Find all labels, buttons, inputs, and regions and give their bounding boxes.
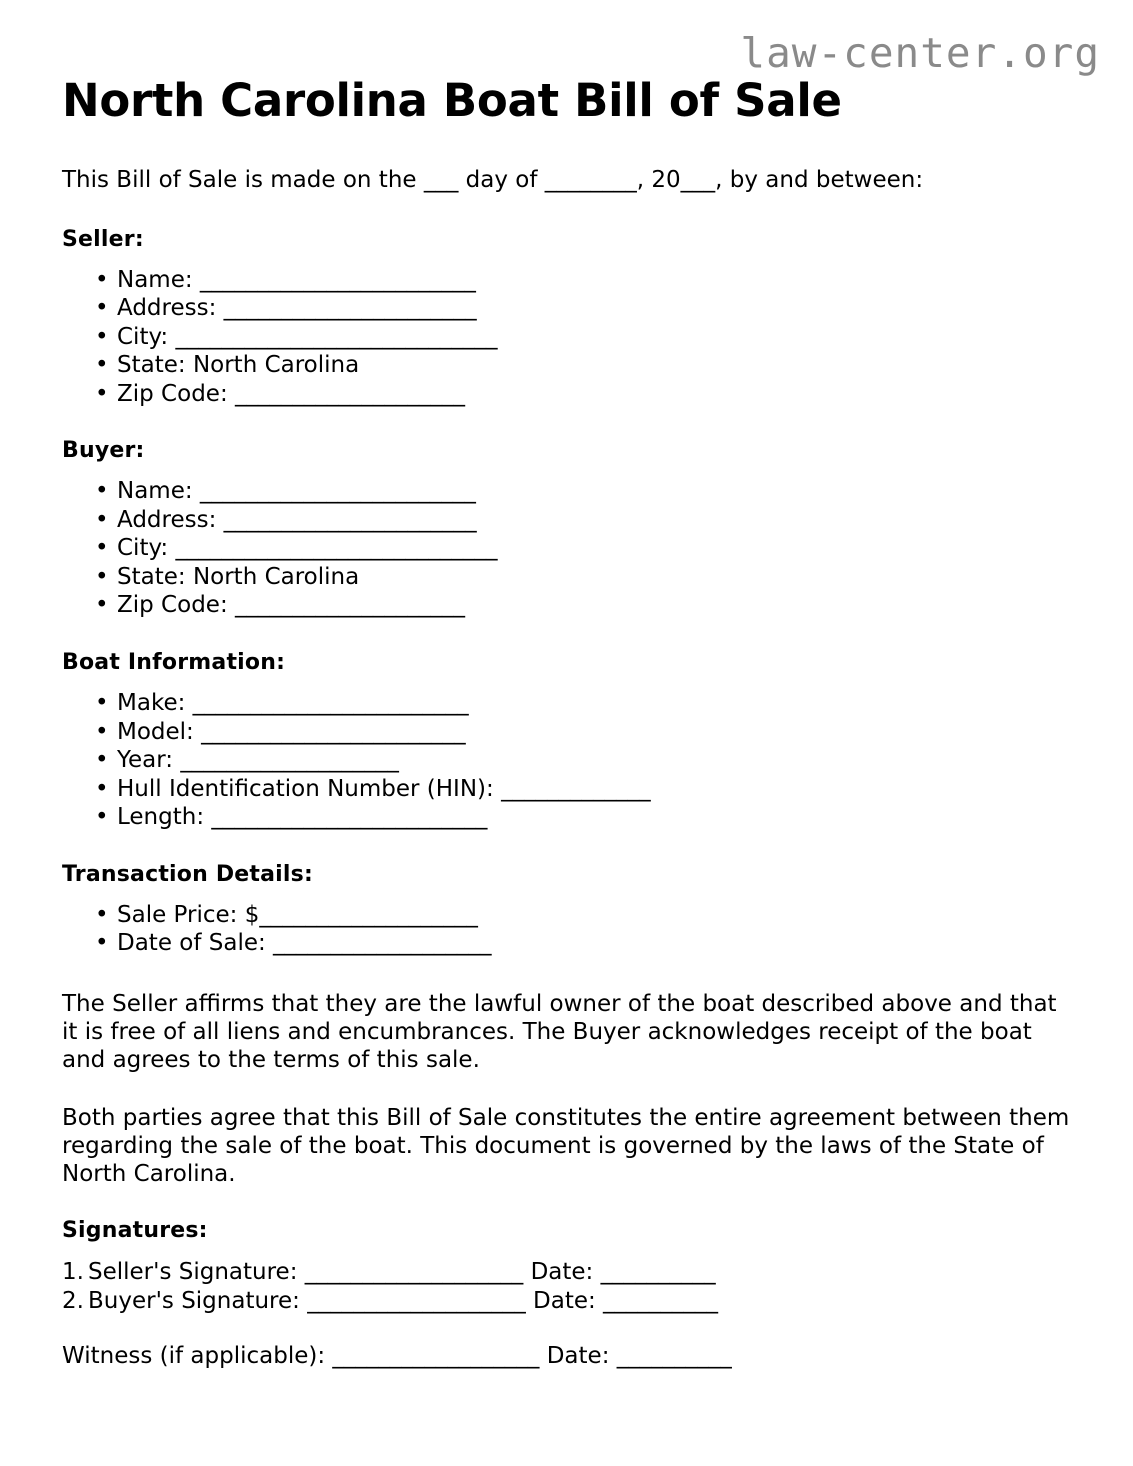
seller-section-heading: Seller:	[62, 226, 144, 252]
seller-affirmation-paragraph: The Seller affirms that they are the lawful owner of the boat described above and that it is free of all liens and encumbrances. The Buyer acknowledges receipt of the boat and agrees to the terms of this sale.	[62, 990, 1057, 1073]
date-of-sale-field[interactable]: • Date of Sale: ___________________	[62, 929, 1072, 958]
boat-year-field[interactable]: • Year: ___________________	[62, 746, 1072, 775]
boat-model-field[interactable]: • Model: _______________________	[62, 718, 1072, 747]
intro-paragraph: This Bill of Sale is made on the ___ day of ________, 20___, by and between:	[62, 166, 924, 193]
seller-city-field[interactable]: • City: ____________________________	[62, 323, 1072, 352]
buyer-field-list	[62, 463, 1072, 620]
boat-hin-field[interactable]: • Hull Identification Number (HIN): _____________	[62, 775, 1072, 804]
transaction-section-heading: Transaction Details:	[62, 861, 313, 887]
boat-field-list	[62, 675, 1072, 832]
seller-name-field[interactable]: • Name: ________________________	[62, 266, 1072, 295]
seller-zip-field[interactable]: • Zip Code: ____________________	[62, 380, 1072, 409]
seller-field-list	[62, 252, 1072, 409]
buyer-section-heading: Buyer:	[62, 438, 145, 464]
site-watermark: law-center.org	[740, 29, 1100, 77]
buyer-name-field[interactable]: • Name: ________________________	[62, 477, 1072, 506]
witness-signature-line[interactable]: Witness (if applicable): __________________ Date: __________	[62, 1343, 732, 1370]
buyer-city-field[interactable]: • City: ____________________________	[62, 534, 1072, 563]
signature-list	[62, 1243, 1072, 1316]
boat-length-field[interactable]: • Length: ________________________	[62, 803, 1072, 832]
document-content	[62, 0, 1072, 1371]
signatures-section-heading: Signatures:	[62, 1217, 208, 1243]
boat-make-field[interactable]: • Make: ________________________	[62, 689, 1072, 718]
sale-price-field[interactable]: • Sale Price: $___________________	[62, 901, 1072, 930]
buyer-address-field[interactable]: • Address: ______________________	[62, 506, 1072, 535]
boat-section-heading: Boat Information:	[62, 650, 286, 675]
seller-signature-line[interactable]: Seller's Signature: ___________________ Date: __________	[88, 1258, 716, 1285]
entire-agreement-paragraph: Both parties agree that this Bill of Sale constitutes the entire agreement between them regarding the sale of the boat. This document is governed by the laws of the State of North Carolina.	[62, 1104, 1070, 1187]
page-title: North Carolina Boat Bill of Sale	[62, 74, 842, 127]
buyer-zip-field[interactable]: • Zip Code: ____________________	[62, 591, 1072, 620]
seller-address-field[interactable]: • Address: ______________________	[62, 294, 1072, 323]
buyer-state-field: • State: North Carolina	[62, 563, 1072, 592]
seller-state-field: • State: North Carolina	[62, 351, 1072, 380]
transaction-field-list	[62, 887, 1072, 958]
buyer-signature-line[interactable]: Buyer's Signature: ___________________ Date: __________	[88, 1287, 719, 1314]
